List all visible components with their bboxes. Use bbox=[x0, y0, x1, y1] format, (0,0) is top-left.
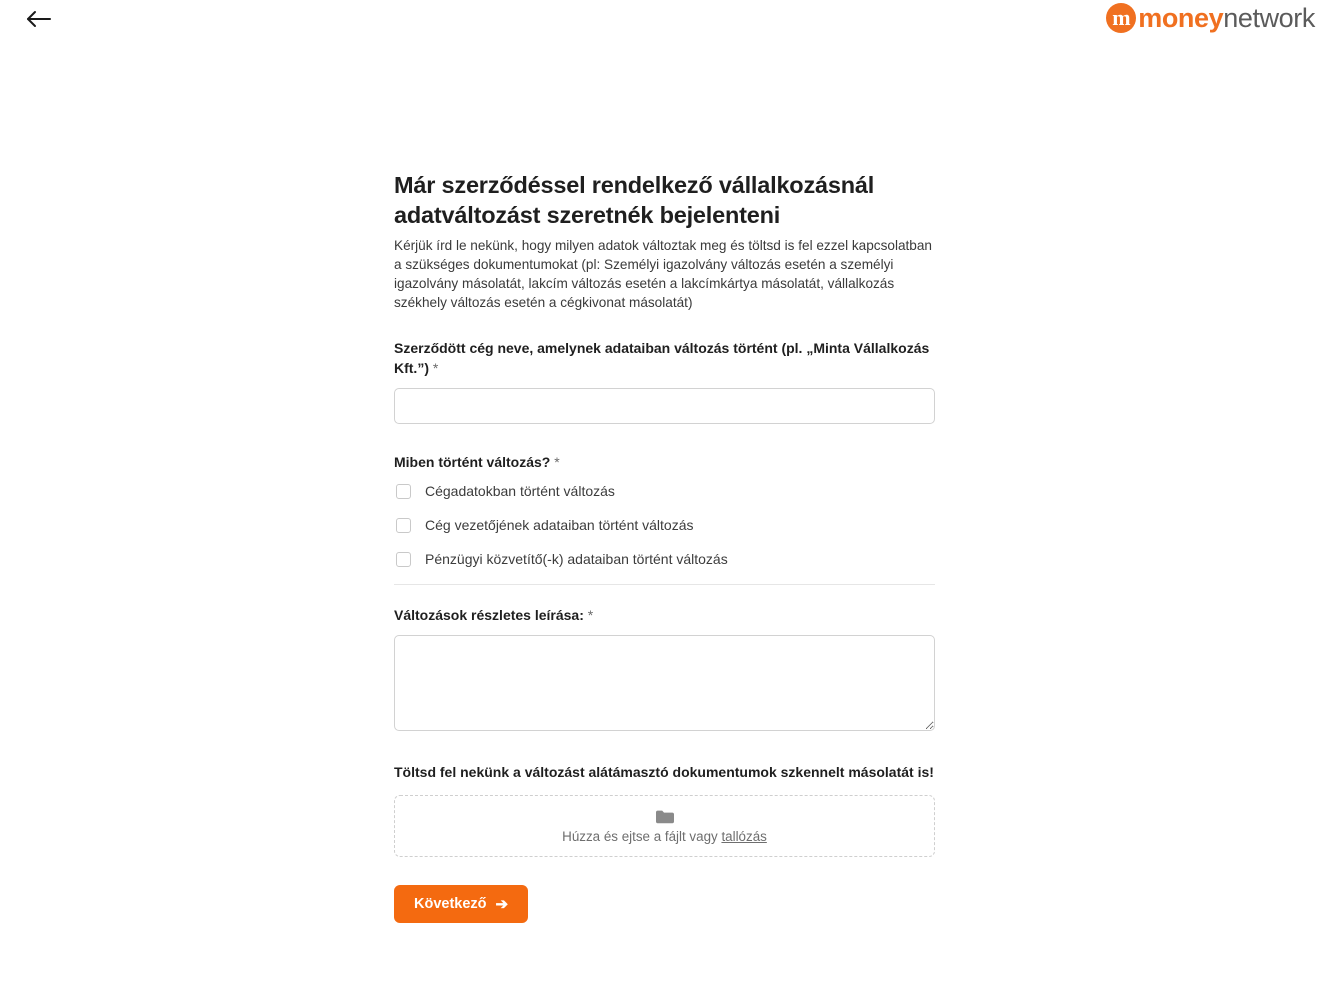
details-textarea[interactable] bbox=[394, 635, 935, 731]
dropzone-text bbox=[562, 829, 767, 844]
details-required-mark: * bbox=[587, 607, 594, 623]
upload-label: Töltsd fel nekünk a változást alátámasztó dokumentumok szkennelt másolatát is! bbox=[394, 764, 934, 780]
brand-logo-mark: m bbox=[1106, 3, 1136, 33]
company-name-required-mark: * bbox=[432, 360, 439, 376]
back-arrow-icon[interactable] bbox=[22, 2, 56, 36]
checkbox-label: Cég vezetőjének adataiban történt változás bbox=[425, 517, 694, 533]
checkbox-icon[interactable] bbox=[396, 552, 411, 567]
change-request-form bbox=[394, 170, 935, 923]
brand-logo bbox=[1106, 0, 1315, 36]
change-type-label bbox=[394, 452, 935, 472]
checkbox-option-company-data[interactable] bbox=[394, 482, 935, 500]
top-bar bbox=[0, 0, 1329, 46]
browse-link[interactable]: tallózás bbox=[721, 828, 767, 844]
page-title: Már szerződéssel rendelkező vállalkozásnál adatváltozást szeretnék bejelenteni bbox=[394, 172, 875, 228]
checkbox-option-manager-data[interactable] bbox=[394, 516, 935, 534]
brand-name-money: money bbox=[1138, 2, 1224, 33]
section-divider bbox=[394, 584, 935, 585]
checkbox-icon[interactable] bbox=[396, 518, 411, 533]
arrow-right-icon: ➔ bbox=[495, 895, 509, 913]
company-name-input[interactable] bbox=[394, 388, 935, 424]
checkbox-label: Pénzügyi közvetítő(-k) adataiban történt változás bbox=[425, 551, 728, 567]
checkbox-option-broker-data[interactable] bbox=[394, 550, 935, 568]
checkbox-icon[interactable] bbox=[396, 484, 411, 499]
change-type-required-mark: * bbox=[554, 454, 560, 470]
company-name-label-text: Szerződött cég neve, amelynek adataiban változás történt (pl. „Minta Vállalkozás Kft.”) bbox=[394, 340, 930, 376]
checkbox-label: Cégadatokban történt változás bbox=[425, 483, 615, 499]
form-description: Kérjük írd le nekünk, hogy milyen adatok változtak meg és töltsd is fel ezzel kapcsolatban a szükséges dokumentumokat (pl: Személyi igazolvány változás esetén a személyi igazolvány másolatát, lakcím változás esetén a lakcímkártya másolatát, vállalkozás székhely változás esetén a cégkivonat másolatát) bbox=[394, 238, 932, 310]
details-label-text: Változások részletes leírása: bbox=[394, 607, 584, 623]
next-button[interactable] bbox=[394, 885, 528, 923]
brand-name-network: network bbox=[1223, 2, 1315, 33]
folder-icon bbox=[655, 809, 675, 825]
change-type-label-text: Miben történt változás? bbox=[394, 454, 551, 470]
details-label bbox=[394, 605, 935, 625]
dropzone-instruction: Húzza és ejtse a fájlt vagy bbox=[562, 828, 722, 844]
next-button-label: Következő bbox=[414, 896, 487, 912]
file-dropzone[interactable] bbox=[394, 795, 935, 857]
company-name-label bbox=[394, 338, 935, 378]
